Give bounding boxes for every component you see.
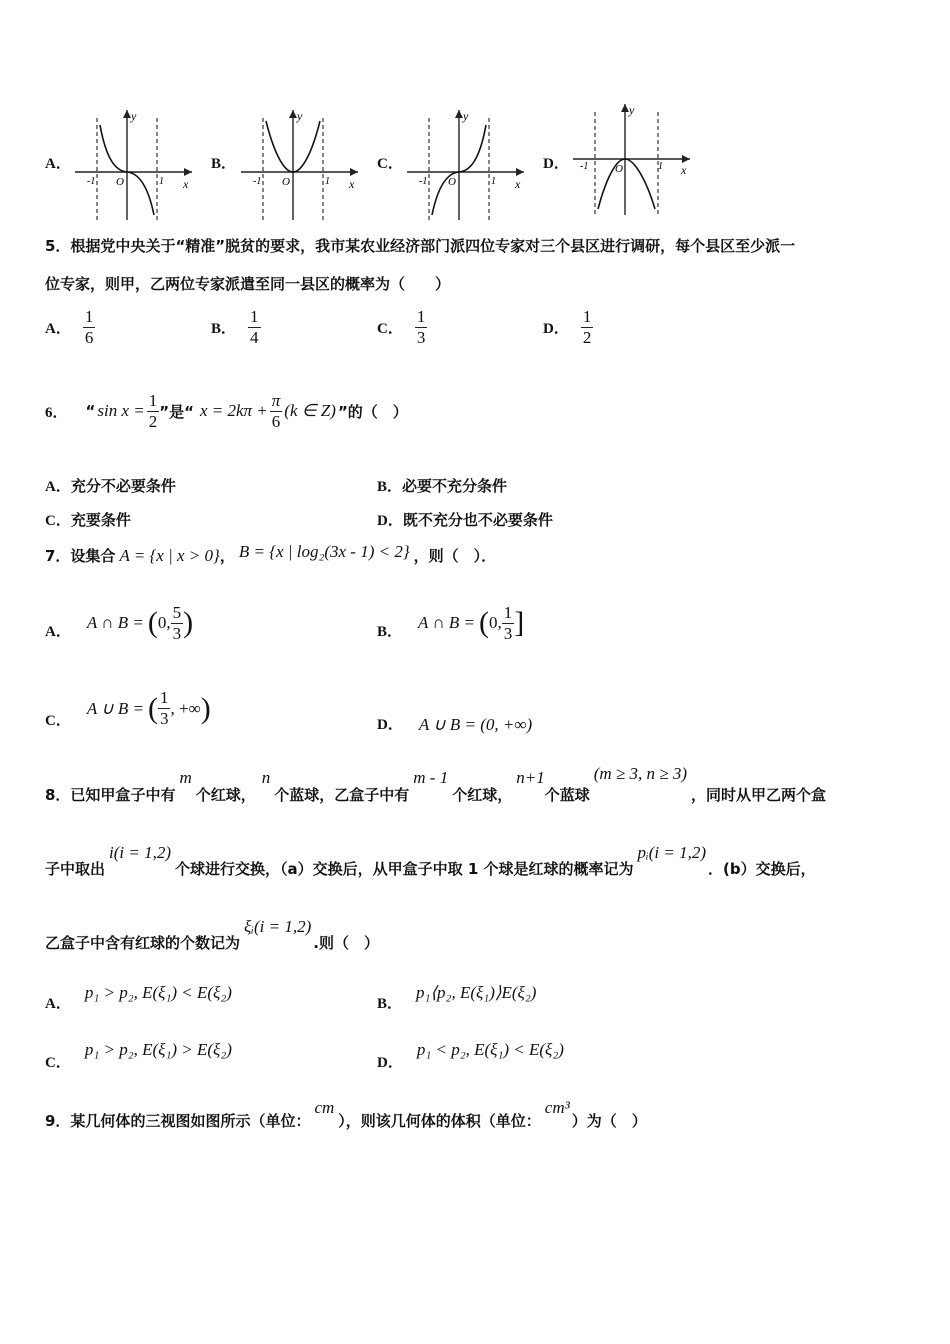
- q7-stem: [45, 541, 497, 566]
- q6-expr-left: x = 2kπ +: [199, 401, 268, 421]
- q8-n: n: [261, 768, 271, 787]
- q5-option-b-label: B．: [211, 320, 237, 337]
- q5-option-a-label: A．: [45, 320, 71, 337]
- q5-c-den: 3: [416, 327, 426, 347]
- q6-option-c-label: C．: [45, 513, 71, 529]
- q7-option-d-label: D．: [377, 716, 403, 733]
- q4-b-neg-tick: -1: [253, 176, 262, 187]
- q8-stem-line2: [45, 843, 816, 879]
- q8-l1-a: 8．已知甲盒子中有: [45, 786, 176, 804]
- q4-a-y-label: y: [131, 109, 137, 123]
- q8-l1-f: ，同时从甲乙两个盒: [691, 786, 827, 804]
- q7-option-a-label: A．: [45, 623, 71, 640]
- q6-option-c: [45, 509, 131, 530]
- q9-a: 9．某几何体的三视图如图所示（单位：: [45, 1112, 311, 1130]
- q4-c-neg-tick: -1: [419, 176, 428, 187]
- q8-option-c-label: C．: [45, 1055, 71, 1071]
- q7-option-c-fraction: [158, 689, 171, 728]
- q7-option-a: [45, 604, 193, 643]
- q4-d-origin: O: [615, 163, 623, 175]
- q8-option-b-expr: p₁⟨p₂, E(ξ₁)⟩E(ξ₂): [416, 983, 537, 1002]
- q8-i-range: i(i = 1,2): [109, 843, 172, 862]
- q6-expr-den: 6: [271, 411, 281, 431]
- q7-option-b-expr: A ∩ B =: [418, 613, 475, 633]
- q8-condition: (m ≥ 3, n ≥ 3): [593, 764, 687, 783]
- q8-l1-b: 个红球，: [195, 786, 256, 804]
- q6-option-b-text: 必要不充分条件: [402, 477, 508, 495]
- q7-b-num: 1: [503, 603, 513, 622]
- q6-option-c-text: 充要条件: [70, 511, 131, 529]
- q5-b-den: 4: [250, 327, 259, 347]
- q7-set-b: B = {x | log₂(3x - 1) < 2}: [238, 541, 410, 561]
- q6-option-d-label: D．: [377, 513, 403, 529]
- q5-b-num: 1: [250, 307, 259, 326]
- q6-open-quote: “: [85, 402, 96, 421]
- q5-option-b: [211, 308, 261, 347]
- q4-a-x-label: x: [183, 177, 189, 191]
- q4-a-pos-tick: 1: [159, 176, 164, 187]
- q5-c-num: 1: [416, 307, 426, 326]
- q4-graph-b: [236, 103, 366, 223]
- q4-d-y-label: y: [629, 103, 635, 117]
- q6-expr-num: π: [271, 391, 281, 410]
- q8-l3-a: 乙盒子中含有红球的个数记为: [45, 934, 241, 952]
- q7-option-b-open: (: [478, 606, 489, 640]
- q5-option-d: [543, 308, 593, 347]
- q4-c-pos-tick: 1: [491, 176, 496, 187]
- q8-option-c: [45, 1040, 232, 1072]
- q8-l1-d: 个红球，: [452, 786, 513, 804]
- q8-option-a-expr: p₁ > p₂, E(ξ₁) < E(ξ₂): [84, 983, 232, 1002]
- q6-option-b-label: B．: [377, 479, 403, 495]
- q4-d-neg-tick: -1: [580, 161, 589, 172]
- q5-stem-line1: 5．根据党中央关于“精准”脱贫的要求，我市某农业经济部门派四位专家对三个县区进行调研，每个县区至少派一: [45, 237, 796, 255]
- q6-end-text: ”的（ ）: [337, 402, 408, 421]
- q4-b-origin: O: [282, 176, 290, 188]
- q4-option-c-label: C．: [377, 156, 403, 172]
- q9-stem: [45, 1098, 647, 1131]
- q8-option-c-expr: p₁ > p₂, E(ξ₁) > E(ξ₂): [84, 1040, 232, 1059]
- q7-comma: ，: [219, 547, 235, 565]
- q4-b-x-label: x: [349, 177, 355, 191]
- q8-option-d-label: D．: [377, 1055, 403, 1071]
- q5-a-num: 1: [84, 307, 94, 326]
- q9-unit-cm3: cm³: [544, 1098, 570, 1117]
- q5-a-den: 6: [84, 327, 94, 347]
- q7-option-c: [45, 687, 211, 730]
- q8-stem-line1: [45, 764, 827, 805]
- q7-option-c-right: , +∞: [170, 698, 201, 718]
- q4-option-b-label: B．: [211, 156, 237, 172]
- q7-c-den: 3: [159, 709, 169, 728]
- q6-cond-num: 1: [148, 391, 158, 410]
- q8-m-minus-1: m - 1: [413, 768, 449, 787]
- q4-d-x-label: x: [681, 163, 687, 177]
- q7-c-num: 1: [159, 688, 169, 708]
- q8-option-a-label: A．: [45, 996, 71, 1012]
- q8-option-b: [377, 983, 536, 1013]
- q7-option-b-left: 0,: [488, 613, 502, 633]
- q7-option-b: [377, 604, 524, 643]
- q8-l2-a: 子中取出: [45, 860, 106, 878]
- q7-b-den: 3: [503, 623, 513, 643]
- q7-suffix: ，则（ ）．: [413, 547, 497, 565]
- q5-option-c: [377, 308, 427, 347]
- q5-option-c-label: C．: [377, 320, 403, 337]
- q7-option-c-expr: A ∪ B =: [86, 698, 144, 718]
- q5-option-a: [45, 308, 95, 347]
- q8-m: m: [179, 768, 192, 787]
- q4-b-pos-tick: 1: [325, 176, 330, 187]
- q8-l2-c: ．(b）交换后，: [708, 860, 816, 878]
- q8-option-b-label: B．: [377, 996, 403, 1012]
- q4-option-a-label: A．: [45, 156, 71, 172]
- q6-mid-text: ”是“: [159, 402, 194, 421]
- q4-graph-d: [568, 97, 698, 223]
- q7-option-c-close: ): [200, 691, 211, 725]
- q8-l1-e: 个蓝球: [544, 786, 590, 804]
- q6-option-a-label: A．: [45, 479, 71, 495]
- q8-l1-c: 个蓝球，乙盒子中有: [274, 786, 410, 804]
- q6-option-d-text: 既不充分也不必要条件: [402, 511, 553, 529]
- q8-option-d-expr: p₁ < p₂, E(ξ₁) < E(ξ₂): [416, 1040, 564, 1059]
- q4-a-neg-tick: -1: [87, 176, 96, 187]
- q8-n-plus-1: n+1: [516, 768, 545, 787]
- q8-option-a: [45, 983, 232, 1013]
- q7-a-num: 5: [172, 603, 182, 622]
- q9-c: ）为（ ）: [571, 1112, 647, 1130]
- q8-option-d: [377, 1040, 564, 1072]
- q6-stem: [45, 392, 408, 431]
- q5-d-num: 1: [582, 307, 592, 326]
- q7-option-b-label: B．: [377, 623, 403, 640]
- q5-option-a-fraction: [83, 308, 96, 347]
- q6-option-d: [377, 509, 553, 530]
- q7-prefix: 7．设集合: [45, 547, 116, 565]
- q4-a-origin: O: [116, 176, 124, 188]
- q5-option-d-label: D．: [543, 320, 569, 337]
- q4-c-y-label: y: [463, 109, 469, 123]
- q7-option-c-label: C．: [45, 713, 71, 729]
- q7-option-d: [377, 711, 532, 735]
- q6-option-a: [45, 475, 176, 496]
- q8-p-i: pᵢ(i = 1,2): [637, 843, 706, 862]
- q5-d-den: 2: [582, 327, 592, 347]
- q5-option-b-fraction: [248, 308, 261, 347]
- q7-option-a-expr: A ∩ B =: [86, 613, 144, 633]
- q7-option-a-fraction: [171, 604, 184, 643]
- q5-option-c-fraction: [415, 308, 428, 347]
- q7-option-a-open: (: [147, 606, 158, 640]
- q5-stem-line2: 位专家，则甲，乙两位专家派遣至同一县区的概率为（ ）: [45, 275, 451, 293]
- q6-expr-right: (k ∈ Z): [284, 401, 336, 421]
- q6-cond-left: sin x =: [97, 401, 145, 421]
- q7-option-a-close: ): [183, 606, 194, 640]
- q7-option-b-fraction: [502, 604, 515, 643]
- q7-option-c-open: (: [147, 691, 158, 725]
- q7-option-d-expr: A ∪ B = (0, +∞): [418, 715, 533, 734]
- q6-cond-den: 2: [148, 411, 158, 431]
- q8-xi-i: ξᵢ(i = 1,2): [244, 917, 312, 936]
- q6-expr-fraction: [270, 392, 283, 431]
- q4-b-y-label: y: [297, 109, 303, 123]
- q8-l3-b: .则（ ）: [313, 934, 379, 952]
- q4-graph-a: [70, 103, 200, 223]
- q6-cond-fraction: [147, 392, 160, 431]
- q7-option-a-left: 0,: [157, 613, 171, 633]
- q8-l2-b: 个球进行交换，（a）交换后，从甲盒子中取 1 个球是红球的概率记为: [175, 860, 634, 878]
- q4-c-x-label: x: [515, 177, 521, 191]
- q6-option-a-text: 充分不必要条件: [70, 477, 176, 495]
- q4-option-d-label: D．: [543, 156, 569, 172]
- q4-graph-c: [402, 103, 532, 223]
- q8-stem-line3: [45, 917, 379, 953]
- q6-option-b: [377, 475, 507, 496]
- q4-c-origin: O: [448, 176, 456, 188]
- q9-unit-cm: cm: [314, 1098, 335, 1117]
- q4-d-pos-tick: 1: [658, 161, 663, 172]
- q7-a-den: 3: [172, 623, 182, 643]
- q5-option-d-fraction: [581, 308, 594, 347]
- q6-number: 6．: [45, 404, 68, 421]
- q9-b: ），则该几何体的体积（单位：: [338, 1112, 541, 1130]
- q7-option-b-close: ]: [514, 606, 525, 640]
- q7-set-a: A = {x | x > 0}: [119, 545, 220, 565]
